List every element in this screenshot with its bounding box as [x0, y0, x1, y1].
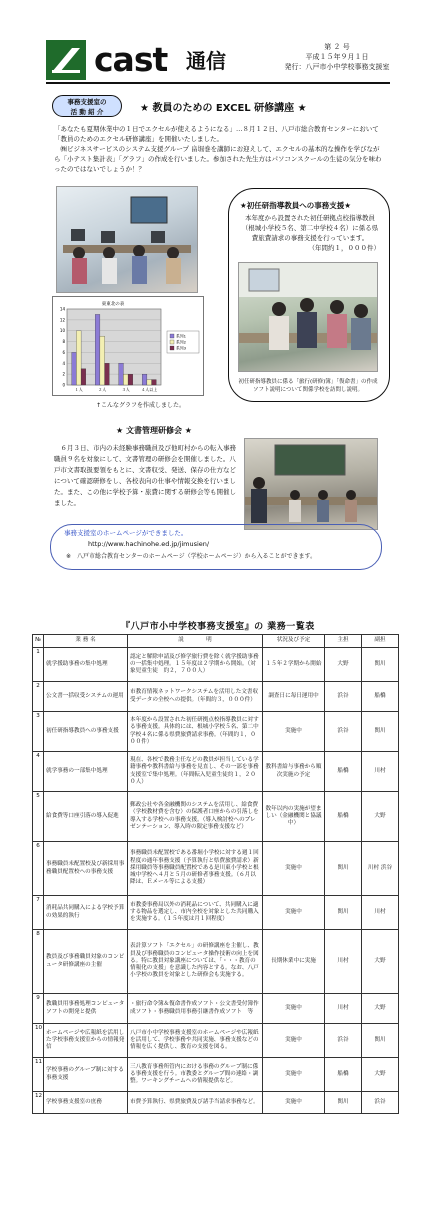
- row-status: 実施中: [263, 1058, 325, 1092]
- chart-y-tick-label: 2: [62, 371, 65, 377]
- table-header-row: [33, 635, 399, 648]
- row-status: 調査日に毎日運用中: [263, 682, 325, 712]
- row-sub-staff: 川村 浜谷: [362, 842, 399, 896]
- brand-name: cast: [94, 40, 168, 79]
- chart-bar: [100, 336, 105, 385]
- header-divider: [46, 82, 390, 84]
- duty-table: [32, 634, 399, 1114]
- col-desc: 説 明: [128, 635, 263, 648]
- chart-legend-label: 系列1: [176, 333, 187, 339]
- row-sub-staff: 大野: [362, 792, 399, 842]
- mentor-photo: [238, 262, 378, 372]
- row-duty-name: ホームページや広報紙を活用した学校事務支援室からの情報発信: [44, 1024, 128, 1058]
- table-row: [33, 712, 399, 752]
- row-status: 実施中: [263, 994, 325, 1024]
- table-row: [33, 1092, 399, 1114]
- row-description: 認定と解除申請及び修学旅行費を除く就学援助事務の一括集中処理。１５年度は２学期から開始。（対象児童生徒 約２，７００人）: [128, 648, 263, 682]
- row-status: 実施中: [263, 842, 325, 896]
- row-main-staff: 船橋: [325, 792, 362, 842]
- chart-y-tick-label: 10: [59, 328, 65, 334]
- row-duty-name: 学校事務支援室の庶務: [44, 1092, 128, 1114]
- row-sub-staff: 関川: [362, 1024, 399, 1058]
- col-main: 主担: [325, 635, 362, 648]
- badge-line1: 事務支援室の: [67, 98, 107, 106]
- row-duty-name: 初任研指導教員への事務支援: [44, 712, 128, 752]
- table-row: [33, 648, 399, 682]
- bar-chart-svg: [53, 297, 203, 395]
- row-number: 2: [33, 682, 44, 712]
- row-sub-staff: 川村: [362, 752, 399, 792]
- chart-y-tick-label: 0: [62, 382, 65, 388]
- table-row: [33, 752, 399, 792]
- col-status: 状況及び予定: [263, 635, 325, 648]
- training-photo: [56, 186, 198, 293]
- row-number: 5: [33, 792, 44, 842]
- chart-legend-label: 系列3: [176, 345, 187, 351]
- row-description: 表計算ソフト「エクセル」の研修講座を主催し、教員及び事務職員のコンピュータ操作技術の向上を図る。特に教員対象講座については、「・・・教育の情報化の支援」を意識した内容とする。なお、八戸小学校の教員を対象とした研修会も実施する。: [128, 930, 263, 994]
- meeting-scene-icon: [239, 263, 377, 371]
- issue-info: [284, 42, 390, 72]
- publisher: 発行：八戸市小中学校事務支援室: [284, 63, 390, 71]
- row-main-staff: 船橋: [325, 752, 362, 792]
- row-status: 数年以内の実施が望ましい（金融機関と協議中）: [263, 792, 325, 842]
- chart-y-tick-label: 8: [62, 339, 65, 345]
- excel-article-body: [54, 124, 384, 174]
- chart-y-tick-label: 4: [62, 360, 65, 366]
- row-number: 3: [33, 712, 44, 752]
- row-sub-staff: 船橋: [362, 682, 399, 712]
- table-row: [33, 682, 399, 712]
- cast-logo: [46, 40, 86, 80]
- row-main-staff: 大野: [325, 648, 362, 682]
- chart-x-tick-label: ２人: [98, 387, 107, 392]
- row-status: 実施中: [263, 1024, 325, 1058]
- chart-legend-swatch: [170, 334, 174, 338]
- row-sub-staff: 大野: [362, 994, 399, 1024]
- issue-date: 平成１５年９月１日: [305, 53, 369, 61]
- chart-y-tick-label: 12: [59, 317, 65, 323]
- col-sub: 副担: [362, 635, 399, 648]
- excel-paragraph-2: ㈱ビジネスサービスのシステム支援グループ 畠堀巻を講師にお迎えして、エクセルの基本的な操作を学びながら「小テスト集計表」「グラフ」の作成を行いました。参加された先生方はパソコンスクールの生徒の気分を味わったのではないでしょうか！？: [54, 145, 382, 173]
- callout-text: 本年度から設置された初任研拠点校指導教員（根城小学校５名、第二中学校４名）に係る県費旅費請求の事務支援を行っています。: [241, 214, 379, 242]
- row-main-staff: 浜谷: [325, 712, 362, 752]
- badge-line2: 活 動 紹 介: [70, 108, 104, 116]
- row-sub-staff: 川村: [362, 896, 399, 930]
- chart-bar: [76, 331, 81, 385]
- row-description: 市教育情報ネットワークシステムを活用した文書収受データの全校への提供。（年間約３，０００件）: [128, 682, 263, 712]
- table-row: [33, 930, 399, 994]
- classroom-scene-icon: [57, 187, 197, 292]
- chart-bar: [81, 369, 86, 385]
- row-description: 市教委事務局以外の消耗品について、共同購入に適する物品を選定し、市内全校を対象とした共同購入を実施する。（１５年度は月１回程度）: [128, 896, 263, 930]
- row-main-staff: 浜谷: [325, 682, 362, 712]
- callout-title: ★初任研指導教員への事務支援★: [240, 201, 351, 210]
- workshop-photo: [244, 438, 378, 530]
- row-main-staff: 川村: [325, 930, 362, 994]
- chart-bar: [142, 374, 147, 385]
- table-row: [33, 1058, 399, 1092]
- table-row: [33, 842, 399, 896]
- chart-legend-label: 系列2: [176, 339, 187, 345]
- callout-body: [240, 213, 380, 253]
- row-sub-staff: 大野: [362, 1058, 399, 1092]
- row-number: 6: [33, 842, 44, 896]
- chart-x-tick-label: ４人以上: [141, 387, 158, 392]
- doc-article-title: ★ 文書管理研修会 ★: [116, 426, 192, 435]
- row-number: 8: [33, 930, 44, 994]
- col-name: 業 務 名: [44, 635, 128, 648]
- row-description: 三八教育事務所管内における事務のグループ制に係る事務支援を行う。市教委とグループ間の連絡・調整。ワーキングチームへの情報提供など。: [128, 1058, 263, 1092]
- row-status: 教科書給与事務から順次実施の予定: [263, 752, 325, 792]
- row-sub-staff: 関川: [362, 648, 399, 682]
- row-description: 郵政公社や各金融機関のシステムを活用し、給食費（学校教材費を含む）の保護者口座からの引落しを導入する学校への事務支援。（導入検討校へのプレゼンテーション、導入時の限定事務支援など）: [128, 792, 263, 842]
- row-sub-staff: 関川: [362, 712, 399, 752]
- row-description: 事務職員未配置校である番堀小学校に対する週１回程度の通年事務支援（予算執行と県費旅費請求）新採用職員等事務職員配置校である是川東小学校と根城中学校へ４月と５月の研修者事務支援。（６月以降は、Ｅメール等による支援）: [128, 842, 263, 896]
- row-main-staff: 川村: [325, 994, 362, 1024]
- row-duty-name: 就学援助事務の集中処理: [44, 648, 128, 682]
- chart-bar: [119, 363, 124, 385]
- sample-bar-chart: [52, 296, 204, 396]
- chart-bar: [128, 374, 133, 385]
- row-sub-staff: 浜谷: [362, 1092, 399, 1114]
- chart-x-tick-label: １人: [74, 387, 83, 392]
- col-no: №: [33, 635, 44, 648]
- row-description: 現在、各校で教務主任などの教員が担当している学籍事務や教科書給与事務を見直し、その一部を事務支援室で集中処理。（年間転入児童生徒約１，２００人）: [128, 752, 263, 792]
- table-row: [33, 896, 399, 930]
- row-duty-name: 学校事務のグループ制に対する事務支援: [44, 1058, 128, 1092]
- website-url-link[interactable]: http://www.hachinohe.ed.jp/jimusien/: [88, 540, 210, 548]
- row-description: 八戸市小中学校事務支援室のホームページや広報紙を活用して、学校事務や共同実施、事務支援などの情報を広く提供し、教育の支援を図る。: [128, 1024, 263, 1058]
- row-status: 実施中: [263, 712, 325, 752]
- chart-title: 東東北の表: [101, 302, 125, 307]
- chart-bar: [123, 374, 128, 385]
- chart-x-tick-label: ３人: [121, 387, 130, 392]
- chart-bar: [95, 314, 100, 385]
- row-duty-name: 教員及び事務職員対象のコンピュータ研修講座の主催: [44, 930, 128, 994]
- row-status: 実施中: [263, 896, 325, 930]
- excel-paragraph-1: 「あなたも夏期休業中の１日でエクセルが使えるようになる」…８月１２日、八戸市総合教育センターにおいて「教員のためのエクセル研修講座」を開催いたしました。: [54, 125, 379, 143]
- row-main-staff: 関川: [325, 896, 362, 930]
- row-number: 9: [33, 994, 44, 1024]
- row-description: ・旅行命令簿＆復命書作成ソフト・公文書受付簿作成ソフト・事務職員用事務引継書作成ソフト 等: [128, 994, 263, 1024]
- doc-article-body: ６月３日、市内の未経験事務職員及び他町村からの転入事務職員９名を対象にして、文書管理の研修会を開催しました。八戸市文書取扱要領をもとに、文書収受、発送、保存の仕方などについて確認研修をし、各校表向の仕事や情報交換を行いました。また、この他に学校予算・旅費に関する研修会等も開催しました。: [54, 444, 236, 507]
- chart-legend-swatch: [170, 340, 174, 344]
- callout-caption: 初任研指導教員に係る「旅行(研修)簿」「復命書」の作成ソフト説明について関係学校を訪問し説明。: [238, 379, 378, 393]
- row-status: 長期休業中に実施: [263, 930, 325, 994]
- logo-mark-icon: [46, 40, 86, 80]
- chart-y-tick-label: 6: [62, 349, 65, 355]
- issue-number: 第 ２ 号: [324, 43, 350, 51]
- duty-table-title: 『八戸市小中学校事務支援室』の 業務一覧表: [121, 622, 315, 632]
- chart-caption: ↑こんなグラフを作成しました。: [96, 402, 186, 409]
- row-status: １５年２学期から開始: [263, 648, 325, 682]
- row-duty-name: 給食費等口座引落の導入促進: [44, 792, 128, 842]
- excel-article-title: ★ 教員のための EXCEL 研修講座 ★: [140, 103, 307, 114]
- row-main-staff: 船橋: [325, 1058, 362, 1092]
- table-row: [33, 1024, 399, 1058]
- row-number: 1: [33, 648, 44, 682]
- row-main-staff: 関川: [325, 1092, 362, 1114]
- row-number: 10: [33, 1024, 44, 1058]
- row-description: 市費予算執行、県費旅費及び諸手当請求事務など。: [128, 1092, 263, 1114]
- row-number: 11: [33, 1058, 44, 1092]
- website-note: ※ 八戸市総合教育センターのホームページ（学校ホームページ）から入ることができます。: [66, 553, 317, 560]
- table-row: [33, 994, 399, 1024]
- activity-badge: [52, 95, 122, 117]
- row-number: 7: [33, 896, 44, 930]
- row-duty-name: 消耗品共同購入による学校予算の効果的執行: [44, 896, 128, 930]
- workshop-scene-icon: [245, 439, 377, 529]
- row-duty-name: 就学事務の一部集中処理: [44, 752, 128, 792]
- row-number: 4: [33, 752, 44, 792]
- table-row: [33, 792, 399, 842]
- chart-y-tick-label: 14: [59, 306, 65, 312]
- row-description: 本年度から設置された初任研拠点校指導教員に対する事務支援。具体的には、根城小学校５名、第二中学校４名に係る県費旅費請求事務。（年間約１，０００件）: [128, 712, 263, 752]
- row-duty-name: 事務職員未配置校及び新採用事務職員配置校への事務支援: [44, 842, 128, 896]
- row-duty-name: 公文書一括収受システムの運用: [44, 682, 128, 712]
- chart-legend-swatch: [170, 346, 174, 350]
- newsletter-header: [46, 40, 390, 80]
- row-status: 実施中: [263, 1092, 325, 1114]
- chart-bar: [147, 380, 152, 385]
- brand-suffix: 通信: [186, 49, 226, 73]
- row-sub-staff: 大野: [362, 930, 399, 994]
- chart-bar: [152, 380, 157, 385]
- row-main-staff: 浜谷: [325, 1024, 362, 1058]
- chart-bar: [105, 363, 110, 385]
- website-title: 事務支援室のホームページができました。: [64, 529, 188, 537]
- callout-amount: （年間約１，０００件）: [308, 244, 380, 252]
- row-number: 12: [33, 1092, 44, 1114]
- row-main-staff: 関川: [325, 842, 362, 896]
- row-duty-name: 教職員用事務処理コンピュータソフトの開発と提供: [44, 994, 128, 1024]
- chart-bar: [72, 352, 77, 385]
